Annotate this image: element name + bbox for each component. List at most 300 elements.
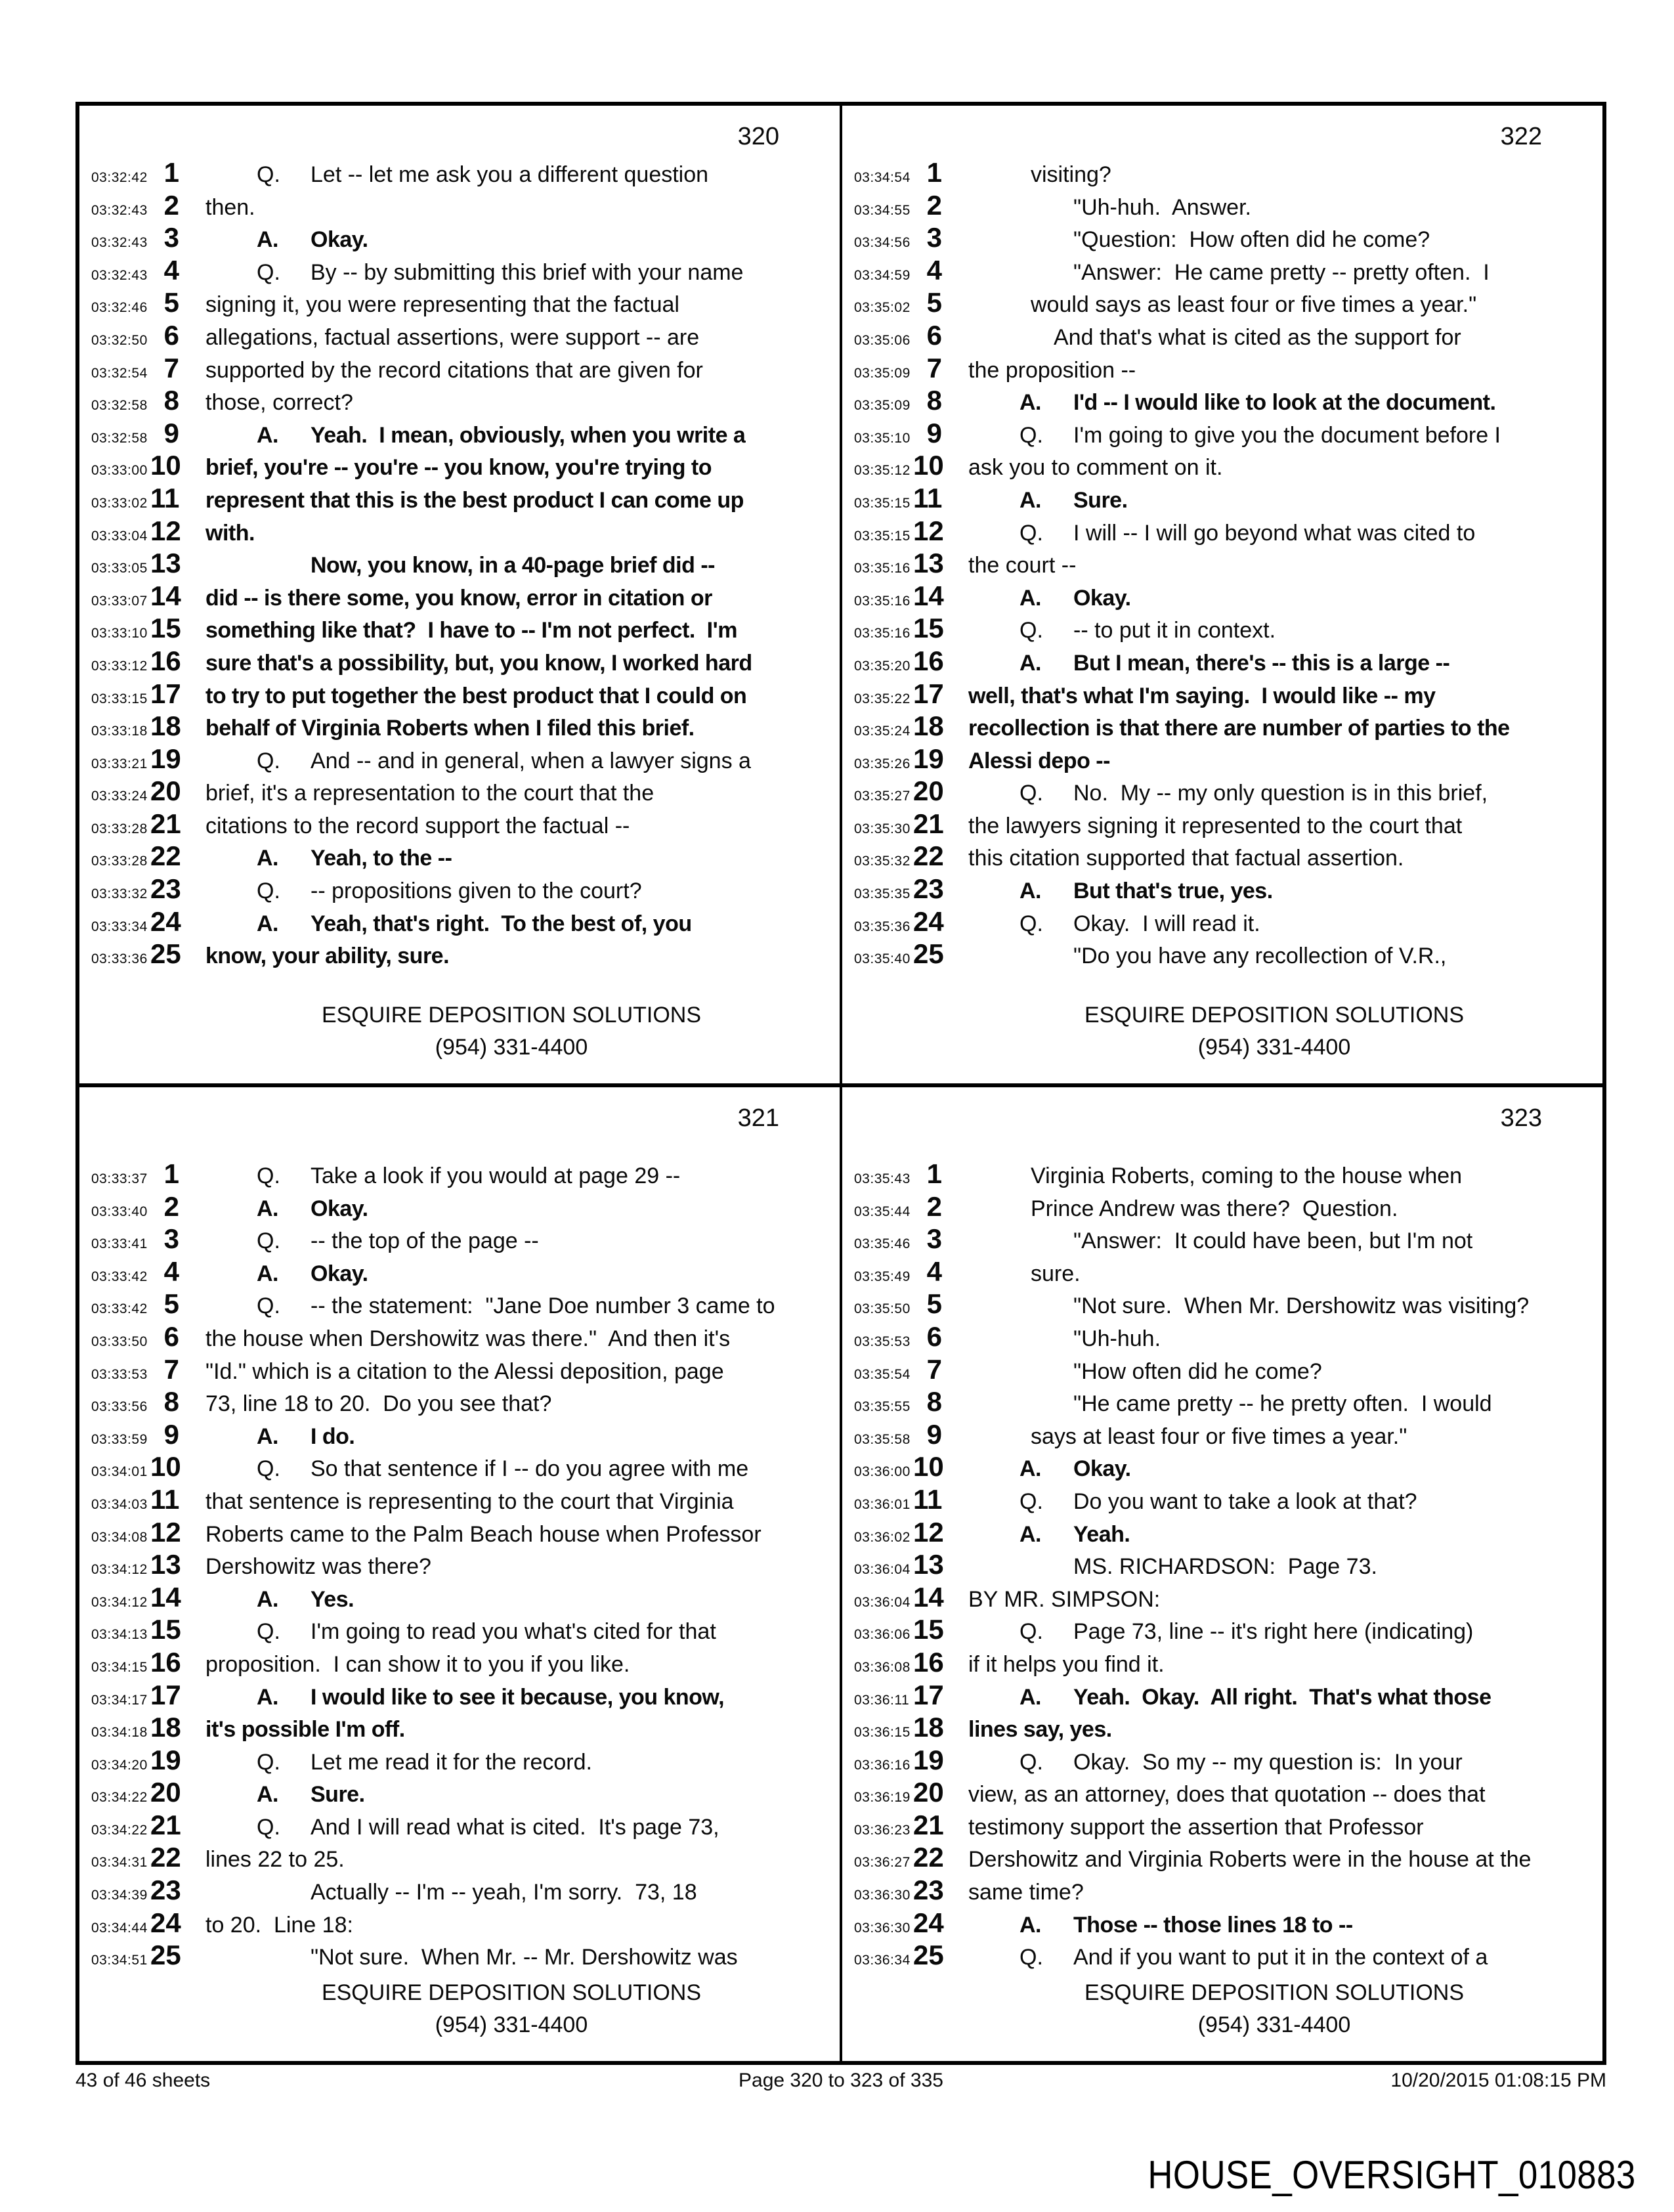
line-number: 1 (926, 1158, 942, 1189)
line-text (205, 940, 449, 973)
reporter-footer (205, 999, 817, 1064)
transcript-line (79, 1451, 840, 1484)
transcript-line (842, 1875, 1602, 1907)
line-number: 5 (163, 1288, 179, 1320)
line-number: 8 (163, 1386, 179, 1418)
transcript-line (79, 450, 840, 483)
line-body: proposition. I can show it to you if you like. (205, 1651, 630, 1677)
line-body: the proposition -- (968, 357, 1136, 383)
transcript-line (842, 1582, 1602, 1615)
line-text (968, 777, 1488, 810)
line-text (205, 1779, 365, 1811)
transcript-page-323 (840, 1083, 1602, 2061)
timestamp: 03:35:15 (854, 528, 911, 544)
timestamp: 03:32:43 (91, 267, 148, 283)
line-text (205, 1876, 697, 1909)
line-number: 4 (926, 1255, 942, 1287)
transcript-line (842, 157, 1602, 190)
line-text (205, 745, 751, 778)
speaker-label: A. (1019, 1684, 1041, 1710)
line-number: 10 (150, 450, 181, 481)
line-number: 9 (926, 1418, 942, 1450)
line-text (968, 1519, 1130, 1551)
line-body: Yeah. Okay. All right. That's what those (1073, 1684, 1492, 1710)
transcript-line (842, 1810, 1602, 1842)
timestamp: 03:36:00 (854, 1464, 911, 1480)
line-number: 19 (150, 1744, 181, 1775)
print-timestamp: 10/20/2015 01:08:15 PM (1390, 2070, 1606, 2091)
line-body: Okay. I will read it. (1073, 911, 1260, 936)
timestamp: 03:35:43 (854, 1171, 911, 1186)
line-body: I do. (311, 1423, 355, 1449)
line-text (968, 289, 1476, 322)
transcript-line (842, 353, 1602, 385)
speaker-label: A. (1019, 1456, 1041, 1482)
line-text (968, 1779, 1486, 1811)
line-text (968, 1844, 1531, 1876)
line-text (205, 1421, 354, 1454)
transcript-line (79, 1256, 840, 1289)
transcript-line (842, 1191, 1602, 1224)
transcript-line (79, 1614, 840, 1647)
speaker-label: Q. (257, 1749, 280, 1775)
line-body: "How often did he come? (1073, 1358, 1322, 1384)
timestamp: 03:34:22 (91, 1822, 148, 1838)
timestamp: 03:33:56 (91, 1399, 148, 1415)
line-text (205, 1486, 734, 1519)
line-number: 5 (926, 1288, 942, 1320)
line-number: 24 (913, 1907, 944, 1938)
transcript-line (79, 1223, 840, 1256)
transcript-page-321 (79, 1083, 840, 2061)
timestamp: 03:34:22 (91, 1790, 148, 1806)
timestamp: 03:36:30 (854, 1888, 911, 1903)
line-text (968, 224, 1430, 257)
line-number: 3 (926, 1223, 942, 1255)
timestamp: 03:33:28 (91, 821, 148, 836)
line-text (205, 1649, 630, 1681)
line-text (968, 1941, 1488, 1974)
line-number: 21 (150, 808, 181, 839)
line-body: Dershowitz and Virginia Roberts were in the house at the (968, 1847, 1532, 1873)
speaker-label: Q. (257, 1163, 280, 1188)
speaker-label: A. (1019, 1912, 1041, 1938)
line-number: 15 (913, 1614, 944, 1645)
speaker-label: Q. (257, 1814, 280, 1840)
line-text (968, 322, 1461, 355)
timestamp: 03:35:20 (854, 658, 911, 674)
line-number: 9 (926, 417, 942, 448)
speaker-label: A. (257, 1196, 278, 1221)
timestamp: 03:33:40 (91, 1204, 148, 1219)
line-number: 22 (913, 1842, 944, 1873)
transcript-line (79, 645, 840, 678)
line-text (968, 1290, 1529, 1323)
line-text (968, 745, 1110, 778)
line-body: signing it, you were representing that the factual (205, 292, 679, 318)
line-text (968, 1649, 1165, 1681)
line-body: And -- and in general, when a lawyer signs a (311, 748, 751, 773)
transcript-line (79, 1875, 840, 1907)
transcript-line (842, 385, 1602, 418)
timestamp: 03:33:02 (91, 495, 148, 511)
line-text (968, 159, 1111, 192)
line-body: something like that? I have to -- I'm not perfect. I'm (205, 618, 737, 643)
speaker-label: Q. (1019, 1945, 1043, 1970)
line-body: And I will read what is cited. It's page 73, (311, 1814, 719, 1840)
transcript-line (842, 743, 1602, 776)
line-body: supported by the record citations that are given for (205, 357, 703, 383)
transcript-line (842, 483, 1602, 515)
line-body: to try to put together the best product that I could on (205, 683, 747, 708)
line-number: 13 (913, 1549, 944, 1580)
speaker-label: A. (1019, 1521, 1041, 1547)
line-text (968, 355, 1136, 387)
line-text (968, 1421, 1407, 1454)
line-body: visiting? (1031, 162, 1111, 187)
line-text (205, 1811, 719, 1844)
line-text (205, 420, 745, 452)
line-body: "Answer: He came pretty -- pretty often. I (1073, 259, 1490, 285)
line-text (205, 908, 692, 941)
line-number: 12 (913, 1516, 944, 1548)
line-text (205, 1616, 716, 1649)
timestamp: 03:35:27 (854, 789, 911, 804)
transcript-line (842, 1386, 1602, 1419)
line-body: Okay. So my -- my question is: In your (1073, 1749, 1463, 1775)
line-number: 23 (913, 873, 944, 905)
transcript-line (79, 222, 840, 255)
line-body: Okay. (311, 227, 368, 253)
timestamp: 03:35:35 (854, 886, 911, 902)
line-text (205, 1388, 551, 1421)
line-number: 25 (913, 1940, 944, 1971)
transcript-line (842, 1777, 1602, 1810)
speaker-label: A. (257, 1586, 278, 1612)
transcript-line (842, 1614, 1602, 1647)
transcript-line (79, 808, 840, 841)
reporter-name: ESQUIRE DEPOSITION SOLUTIONS (321, 1003, 702, 1028)
line-text (968, 875, 1273, 908)
line-body: Virginia Roberts, coming to the house when (1031, 1163, 1463, 1188)
timestamp: 03:32:42 (91, 170, 148, 185)
line-text (968, 810, 1462, 843)
line-body: Take a look if you would at page 29 -- (311, 1163, 681, 1188)
timestamp: 03:33:00 (91, 463, 148, 479)
line-text (205, 1323, 730, 1356)
transcript-line (842, 1517, 1602, 1550)
line-number: 16 (913, 645, 944, 676)
line-body: "Not sure. When Mr. Dershowitz was visiting? (1073, 1293, 1530, 1319)
line-text (968, 1486, 1417, 1519)
timestamp: 03:35:10 (854, 430, 911, 446)
transcript-line (842, 1842, 1602, 1875)
speaker-label: A. (1019, 585, 1041, 611)
transcript-line (79, 353, 840, 385)
line-number: 10 (150, 1451, 181, 1483)
timestamp: 03:36:23 (854, 1822, 911, 1838)
timestamp: 03:35:16 (854, 561, 911, 576)
line-text (205, 875, 642, 908)
line-number: 11 (913, 482, 943, 513)
line-number: 5 (926, 287, 942, 318)
line-number: 17 (913, 678, 944, 709)
line-body: with. (205, 520, 255, 546)
timestamp: 03:34:08 (91, 1529, 148, 1545)
transcript-line (842, 678, 1602, 711)
line-body: Okay. (311, 1196, 368, 1221)
transcript-line (842, 1484, 1602, 1517)
sheet-count: 43 of 46 sheets (75, 2070, 211, 2091)
transcript-line (842, 775, 1602, 808)
line-number: 12 (150, 1516, 181, 1548)
line-text (205, 387, 353, 420)
reporter-footer (968, 999, 1580, 1064)
timestamp: 03:35:09 (854, 365, 911, 381)
transcript-line (79, 255, 840, 288)
line-text (968, 908, 1260, 941)
transcript-line (842, 1680, 1602, 1712)
transcript-line (79, 1582, 840, 1615)
reporter-phone: (954) 331-4400 (1197, 2012, 1351, 2037)
speaker-label: A. (257, 1261, 278, 1286)
line-body: to 20. Line 18: (205, 1912, 353, 1938)
timestamp: 03:33:34 (91, 919, 148, 934)
line-number: 7 (926, 352, 942, 383)
line-number: 19 (150, 743, 181, 774)
line-text (968, 257, 1490, 290)
line-body: I'm going to read you what's cited for that (311, 1619, 716, 1645)
line-text (205, 550, 715, 582)
line-body: recollection is that there are number of parties to the (968, 716, 1510, 741)
line-number: 15 (913, 613, 944, 644)
timestamp: 03:34:44 (91, 1920, 148, 1936)
line-body: those, correct? (205, 390, 353, 416)
line-body: "Question: How often did he come? (1073, 227, 1430, 253)
line-number: 22 (150, 1842, 181, 1873)
timestamp: 03:33:41 (91, 1236, 148, 1252)
line-text (205, 1519, 762, 1551)
timestamp: 03:34:55 (854, 202, 911, 218)
transcript-line (79, 1549, 840, 1582)
transcript-line (79, 1777, 840, 1810)
line-number: 18 (913, 1712, 944, 1743)
timestamp: 03:33:24 (91, 789, 148, 804)
speaker-label: A. (1019, 487, 1041, 513)
transcript-line (842, 1223, 1602, 1256)
line-text (968, 1584, 1160, 1616)
page-range: Page 320 to 323 of 335 (739, 2070, 943, 2091)
line-body: Yeah, that's right. To the best of, you (311, 911, 692, 936)
timestamp: 03:34:18 (91, 1725, 148, 1741)
line-body: did -- is there some, you know, error in citation or (205, 585, 712, 611)
line-body: sure. (1031, 1261, 1081, 1286)
timestamp: 03:34:54 (854, 170, 911, 185)
speaker-label: A. (257, 227, 278, 253)
line-text (205, 452, 712, 485)
transcript-line (79, 515, 840, 548)
line-text (205, 192, 255, 225)
transcript-line (79, 1386, 840, 1419)
timestamp: 03:34:01 (91, 1464, 148, 1480)
line-body: I will -- I will go beyond what was cited to (1073, 520, 1476, 546)
transcript-line (79, 1940, 840, 1972)
line-number: 17 (913, 1679, 944, 1710)
line-body: Okay. (311, 1261, 368, 1286)
line-number: 7 (163, 1353, 179, 1385)
timestamp: 03:33:36 (91, 951, 148, 967)
transcript-line (842, 1745, 1602, 1777)
timestamp: 03:33:04 (91, 528, 148, 544)
speaker-label: A. (257, 1684, 278, 1710)
transcript-line (79, 613, 840, 645)
line-body: Let -- let me ask you a different question (311, 162, 709, 187)
line-body: I'm going to give you the document before I (1073, 422, 1501, 448)
line-text (968, 550, 1076, 582)
line-body: "Uh-huh. Answer. (1073, 194, 1251, 220)
reporter-phone: (954) 331-4400 (1197, 1035, 1351, 1060)
timestamp: 03:34:20 (91, 1757, 148, 1773)
transcript-line (842, 450, 1602, 483)
line-number: 7 (926, 1353, 942, 1385)
line-body: the court -- (968, 553, 1077, 578)
timestamp: 03:35:16 (854, 593, 911, 609)
reporter-name: ESQUIRE DEPOSITION SOLUTIONS (1084, 1003, 1465, 1028)
line-number: 17 (150, 678, 181, 709)
timestamp: 03:32:43 (91, 202, 148, 218)
speaker-label: A. (257, 846, 278, 871)
line-number: 24 (150, 905, 181, 937)
line-number: 23 (913, 1875, 944, 1906)
transcript-line (79, 1419, 840, 1452)
line-body: -- the statement: "Jane Doe number 3 came to (311, 1293, 775, 1319)
transcript-line (79, 1745, 840, 1777)
line-body: lines 22 to 25. (205, 1847, 345, 1873)
speaker-label: Q. (257, 259, 280, 285)
line-text (968, 1323, 1161, 1356)
line-text (968, 517, 1475, 550)
timestamp: 03:35:24 (854, 724, 911, 739)
line-number: 24 (913, 905, 944, 937)
line-number: 20 (913, 1777, 944, 1808)
line-text (968, 1876, 1084, 1909)
page-number: 322 (1500, 123, 1542, 150)
line-number: 20 (150, 1777, 181, 1808)
line-body: it's possible I'm off. (205, 1717, 405, 1743)
line-number: 24 (150, 1907, 181, 1938)
line-text (968, 1258, 1081, 1291)
line-number: 21 (150, 1809, 181, 1840)
line-body: "Uh-huh. (1073, 1326, 1161, 1351)
line-text (205, 289, 679, 322)
line-number: 4 (926, 254, 942, 286)
line-body: "Not sure. When Mr. -- Mr. Dershowitz was (311, 1945, 738, 1970)
line-body: Sure. (311, 1782, 365, 1808)
line-number: 22 (150, 840, 181, 872)
line-text (205, 1193, 368, 1226)
line-number: 8 (926, 1386, 942, 1418)
line-body: And that's what is cited as the support for (1054, 324, 1461, 350)
transcript-line (842, 580, 1602, 613)
timestamp: 03:36:04 (854, 1594, 911, 1610)
transcript-line (79, 157, 840, 190)
transcript-line (842, 1288, 1602, 1321)
timestamp: 03:35:36 (854, 919, 911, 934)
line-text (205, 355, 703, 387)
speaker-label: Q. (257, 748, 280, 773)
line-number: 20 (150, 775, 181, 807)
transcript-line (842, 1451, 1602, 1484)
timestamp: 03:35:58 (854, 1431, 911, 1447)
line-number: 25 (150, 938, 181, 970)
timestamp: 03:35:55 (854, 1399, 911, 1415)
line-body: the house when Dershowitz was there." And then it's (205, 1326, 731, 1351)
line-text (968, 387, 1495, 420)
transcript-line (842, 873, 1602, 906)
timestamp: 03:33:28 (91, 854, 148, 869)
timestamp: 03:35:44 (854, 1204, 911, 1219)
transcript-line (842, 1354, 1602, 1387)
line-body: Roberts came to the Palm Beach house when Professor (205, 1521, 762, 1547)
line-body: 73, line 18 to 20. Do you see that? (205, 1391, 552, 1417)
line-body: "He came pretty -- he pretty often. I would (1073, 1391, 1492, 1417)
timestamp: 03:34:39 (91, 1888, 148, 1903)
timestamp: 03:33:10 (91, 626, 148, 641)
transcript-line (79, 906, 840, 939)
line-body: would says as least four or five times a year." (1031, 292, 1477, 318)
reporter-footer (968, 1977, 1580, 2041)
timestamp: 03:36:16 (854, 1757, 911, 1773)
line-text (205, 680, 746, 713)
speaker-label: Q. (257, 162, 280, 187)
line-number: 16 (150, 1646, 181, 1678)
line-body: lines say, yes. (968, 1717, 1112, 1743)
line-text (205, 1941, 738, 1974)
line-number: 18 (913, 710, 944, 742)
transcript-line (79, 873, 840, 906)
transcript-line (79, 678, 840, 711)
line-text (205, 842, 452, 875)
line-body: "Id." which is a citation to the Alessi deposition, page (205, 1358, 724, 1384)
line-body: sure that's a possibility, but, you know, I worked hard (205, 650, 752, 676)
transcript-line (842, 1549, 1602, 1582)
timestamp: 03:34:17 (91, 1692, 148, 1708)
line-body: same time? (968, 1880, 1084, 1905)
line-number: 20 (913, 775, 944, 807)
timestamp: 03:34:12 (91, 1594, 148, 1610)
transcript-line (842, 938, 1602, 971)
transcript-line (79, 1354, 840, 1387)
transcript-line (79, 385, 840, 418)
speaker-label: A. (257, 911, 278, 936)
line-number: 9 (163, 417, 179, 448)
timestamp: 03:35:30 (854, 821, 911, 836)
line-number: 1 (926, 157, 942, 188)
bates-number: HOUSE_OVERSIGHT_010883 (1148, 2153, 1636, 2197)
line-text (205, 1584, 354, 1616)
transcript-line (79, 1484, 840, 1517)
line-body: -- the top of the page -- (311, 1228, 539, 1254)
transcript-line (842, 906, 1602, 939)
line-body: know, your ability, sure. (205, 943, 450, 969)
speaker-label: Q. (257, 1456, 280, 1482)
timestamp: 03:32:58 (91, 430, 148, 446)
line-text (205, 712, 695, 745)
timestamp: 03:34:12 (91, 1562, 148, 1578)
line-body: By -- by submitting this brief with your name (311, 259, 744, 285)
line-body: "Answer: It could have been, but I'm not (1073, 1228, 1473, 1254)
line-number: 2 (926, 189, 942, 221)
